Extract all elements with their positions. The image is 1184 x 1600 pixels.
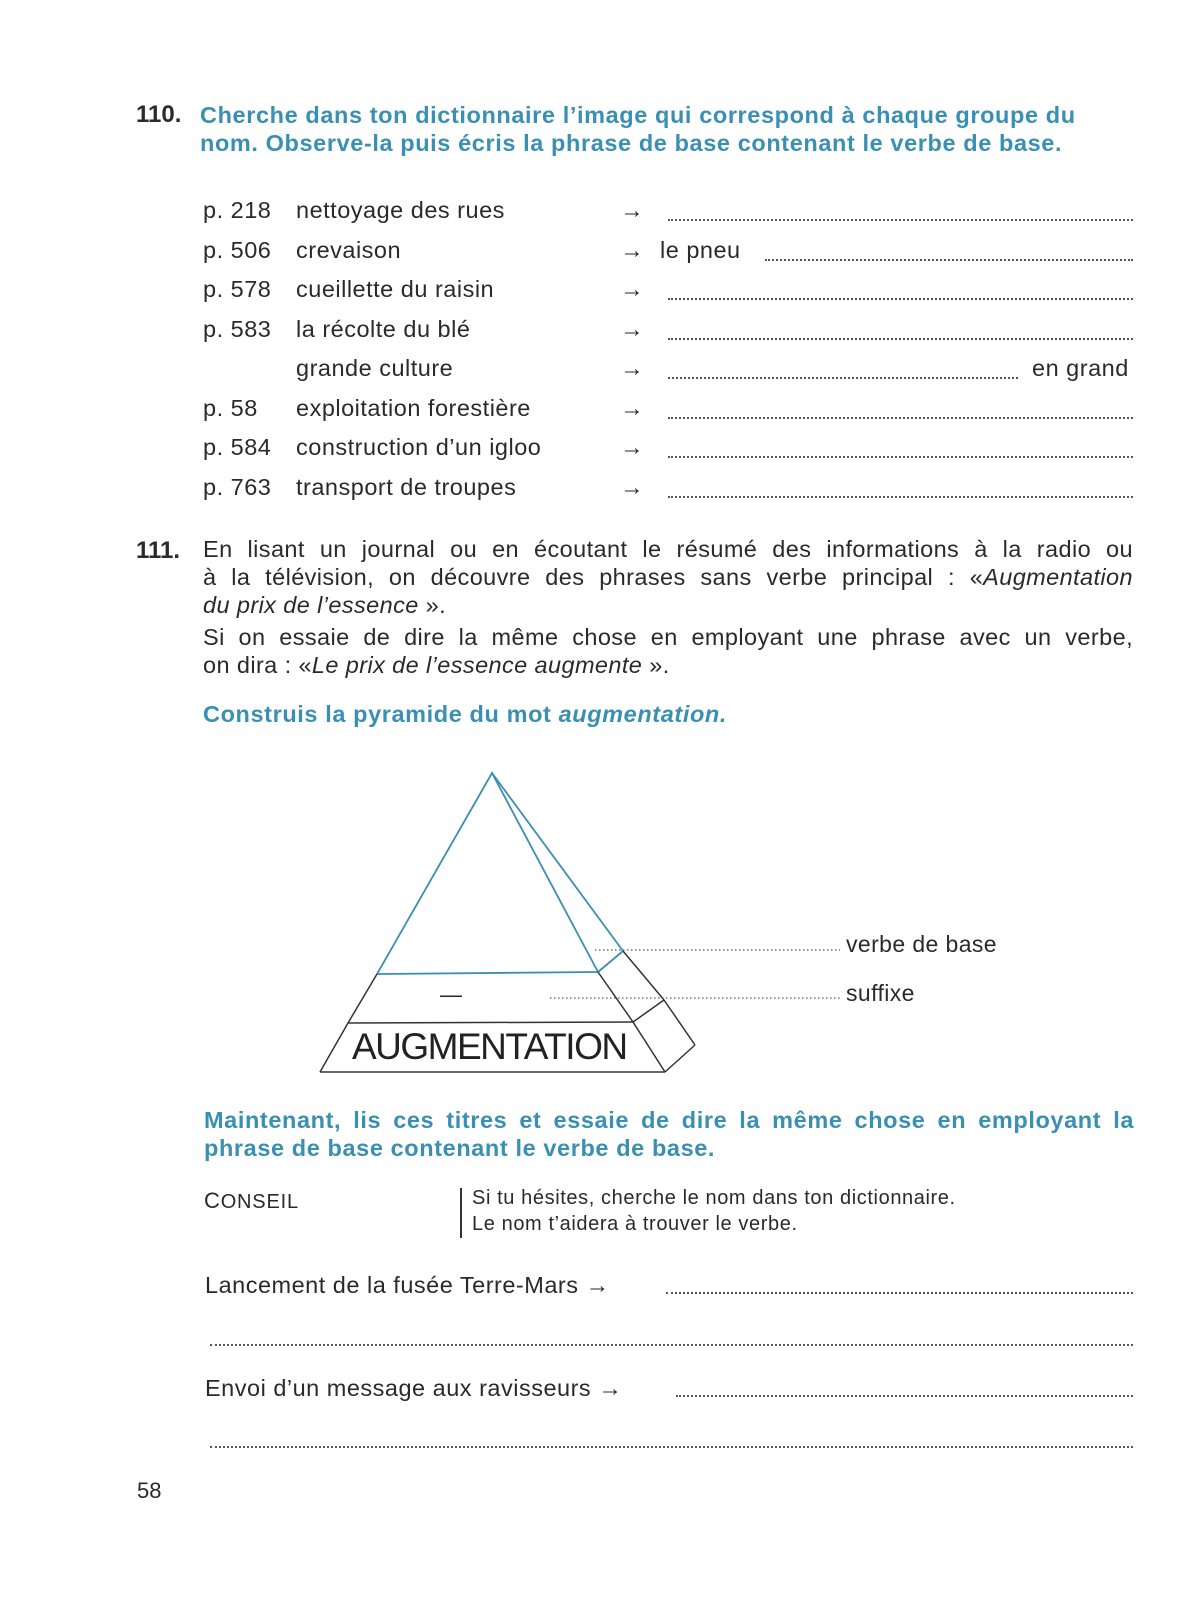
- exercise-111-number: 111.: [136, 537, 181, 564]
- title-item-1: [205, 1272, 610, 1299]
- conseil-tip-line1: Si tu hésites, cherche le nom dans ton dictionnaire.: [472, 1187, 956, 1209]
- p2-quote: Le prix de l’essence augmente: [311, 652, 643, 678]
- page-reference: p. 763: [203, 474, 272, 500]
- noun-group: crevaison: [296, 237, 402, 263]
- arrow-icon: →: [620, 355, 644, 381]
- title-item-1-arrow: →: [585, 1272, 610, 1298]
- conseil-divider: [460, 1188, 462, 1238]
- pyramid-label-suffixe: suffixe: [846, 980, 915, 1006]
- title-item-2-text: Envoi d’un message aux ravisseurs: [205, 1375, 592, 1401]
- answer-line-2b[interactable]: [210, 1446, 1133, 1448]
- conseil-tip-line2: Le nom t’aidera à trouver le verbe.: [472, 1213, 798, 1235]
- pyramid-instruction-text: Construis la pyramide du mot: [203, 701, 559, 727]
- p2-line1: Si on essaie de dire la même chose en employant une phrase avec un verbe,: [203, 624, 1133, 650]
- instruction-2-line1: Maintenant, lis ces titres et essaie de dire la même chose en employant la: [204, 1107, 1134, 1133]
- arrow-icon: →: [620, 434, 644, 460]
- exercise-110-instruction-line2: nom. Observe-la puis écris la phrase de base contenant le verbe de base.: [200, 130, 1063, 156]
- p1-line2-text: à la télévision, on découvre des phrases sans verbe principal : «: [203, 564, 984, 590]
- pyramid-leader-lines: [550, 950, 840, 998]
- noun-group: nettoyage des rues: [296, 197, 505, 223]
- p1-line3-end: ».: [425, 592, 447, 618]
- p1-line1: En lisant un journal ou en écoutant le résumé des informations à la radio ou: [203, 536, 1133, 562]
- exercise-110-instruction-line1: Cherche dans ton dictionnaire l’image qui correspond à chaque groupe du: [200, 102, 1076, 128]
- page-number: 58: [137, 1478, 162, 1503]
- noun-group: grande culture: [296, 355, 454, 381]
- title-item-2: [205, 1375, 622, 1402]
- title-item-1-text: Lancement de la fusée Terre-Mars: [205, 1272, 579, 1298]
- noun-group: construction d’un igloo: [296, 434, 542, 460]
- conseil-initial: C: [204, 1188, 221, 1213]
- answer-line-1b[interactable]: [210, 1344, 1133, 1346]
- pyramid-base-word: AUGMENTATION: [352, 1026, 627, 1067]
- conseil-label: [204, 1188, 299, 1214]
- answer-prefix: le pneu: [660, 237, 741, 263]
- arrow-icon: →: [620, 474, 644, 500]
- page-reference: p. 584: [203, 434, 272, 460]
- page-reference: p. 583: [203, 316, 272, 342]
- p1-quote-augmentation: Augmentation: [983, 564, 1133, 590]
- answer-line-1a[interactable]: [666, 1292, 1133, 1294]
- instruction-2-line2: phrase de base contenant le verbe de base.: [204, 1135, 716, 1161]
- page-reference: p. 578: [203, 276, 272, 302]
- pyramid-instruction-word: augmentation.: [558, 701, 727, 727]
- pyramid-label-verbe-de-base: verbe de base: [846, 931, 997, 957]
- arrow-icon: →: [620, 237, 644, 263]
- noun-group: transport de troupes: [296, 474, 517, 500]
- conseil-rest: ONSEIL: [220, 1191, 299, 1213]
- arrow-icon: →: [620, 316, 644, 342]
- page-reference: p. 58: [203, 395, 258, 421]
- exercise-110-number: 110.: [136, 101, 182, 128]
- arrow-icon: →: [620, 395, 644, 421]
- noun-group: exploitation forestière: [296, 395, 531, 421]
- p2-line2-text: on dira : «: [203, 652, 312, 678]
- title-item-2-arrow: →: [598, 1375, 623, 1401]
- answer-suffix: en grand: [1032, 355, 1129, 381]
- noun-group: la récolte du blé: [296, 316, 471, 342]
- page-reference: p. 218: [203, 197, 272, 223]
- p2-line2-end: ».: [649, 652, 670, 678]
- page-reference: p. 506: [203, 237, 272, 263]
- answer-line-2a[interactable]: [676, 1395, 1133, 1397]
- noun-group: cueillette du raisin: [296, 276, 495, 302]
- instruction-2: [204, 1106, 1134, 1162]
- pyramid-top-section: [377, 773, 623, 974]
- arrow-icon: →: [620, 276, 644, 302]
- p1-quote-essence: du prix de l’essence: [203, 592, 419, 618]
- pyramid-middle-mark: —: [440, 982, 462, 1007]
- arrow-icon: →: [620, 197, 644, 223]
- conseil-tip: [472, 1185, 956, 1237]
